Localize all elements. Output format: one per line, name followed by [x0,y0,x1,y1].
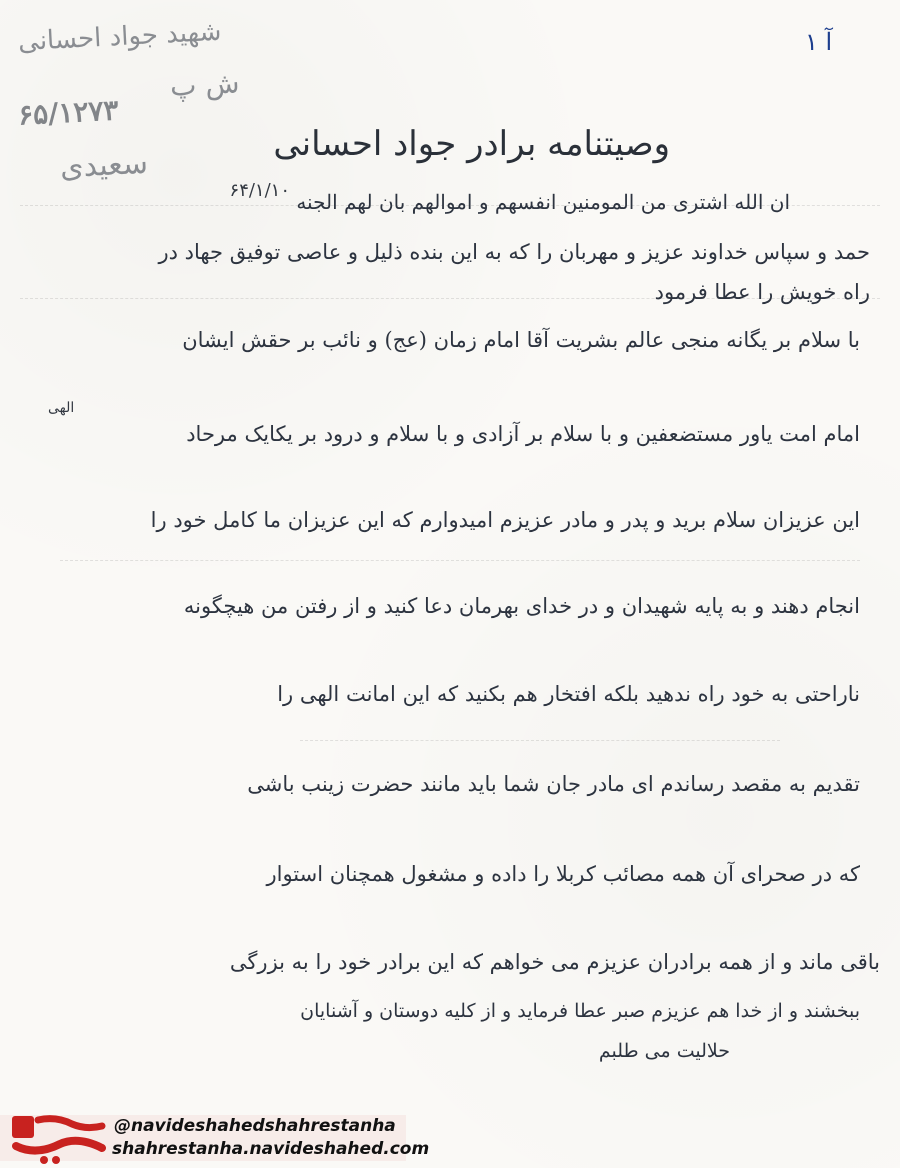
watermark-social-handle [112,1116,396,1136]
watermark-website: shahrestanha.navideshahed.com [112,1139,430,1159]
bleed-through-line [300,740,780,741]
body-line: حمد و سپاس خداوند عزیز و مهربان را که به این بنده ذلیل و عاصی توفیق جهاد در [158,240,870,264]
verse-line: ان الله اشتری من المومنین انفسهم و اموالهم بان لهم الجنه [296,190,790,214]
body-line: حلالیت می طلبم [598,1040,730,1062]
body-line: باقی ماند و از همه برادران عزیزم می خواهم که این برادر خود را به بزرگی [229,950,880,974]
body-line: امام امت یاور مستضعفین و با سلام بر آزادی و با سلام و درود بر یکایک مرحاد [186,422,860,446]
body-line: تقدیم به مقصد رساندم ای مادر جان شما باید مانند حضرت زینب باشی [247,772,860,796]
body-line: انجام دهند و به پایه شهیدان و در خدای بهرمان دعا کنید و از رفتن من هیچگونه [183,594,860,618]
body-line: که در صحرای آن همه مصائب کربلا را داده و مشغول همچنان استوار [266,862,860,886]
document-date: ۶۴/۱/۱۰ [229,180,290,201]
watermark-handle-text: @navideshahedshahrestanha [114,1116,396,1136]
navide-shahed-logo [8,1110,108,1168]
corner-mark: ۱ آ [805,28,833,56]
file-reference-note: ش پ [169,66,241,103]
bleed-through-line [60,560,860,561]
category-note: سعیدی [59,145,149,186]
body-line: ناراحتی به خود راه ندهید بلکه افتخار هم بکنید که این امانت الهی را [277,682,860,706]
file-number-note: ۶۵/۱۲۷۳ [17,93,120,132]
martyr-name-note: شهید جواد احسانی [17,16,223,58]
body-line: راه خویش را عطا فرمود [654,280,870,304]
body-line: ببخشند و از خدا هم عزیزم صبر عطا فرماید و از کلیه دوستان و آشنایان [300,1000,860,1022]
interlinear-note: الهی [48,400,75,416]
body-line: این عزیزان سلام برید و پدر و مادر عزیزم امیدوارم که این عزیزان ما کامل خود را [150,508,860,532]
document-title: وصیتنامه برادر جواد احسانی [273,124,670,164]
body-line: با سلام بر یگانه منجی عالم بشریت آقا امام زمان (عج) و نائب بر حقش ایشان [182,328,860,352]
